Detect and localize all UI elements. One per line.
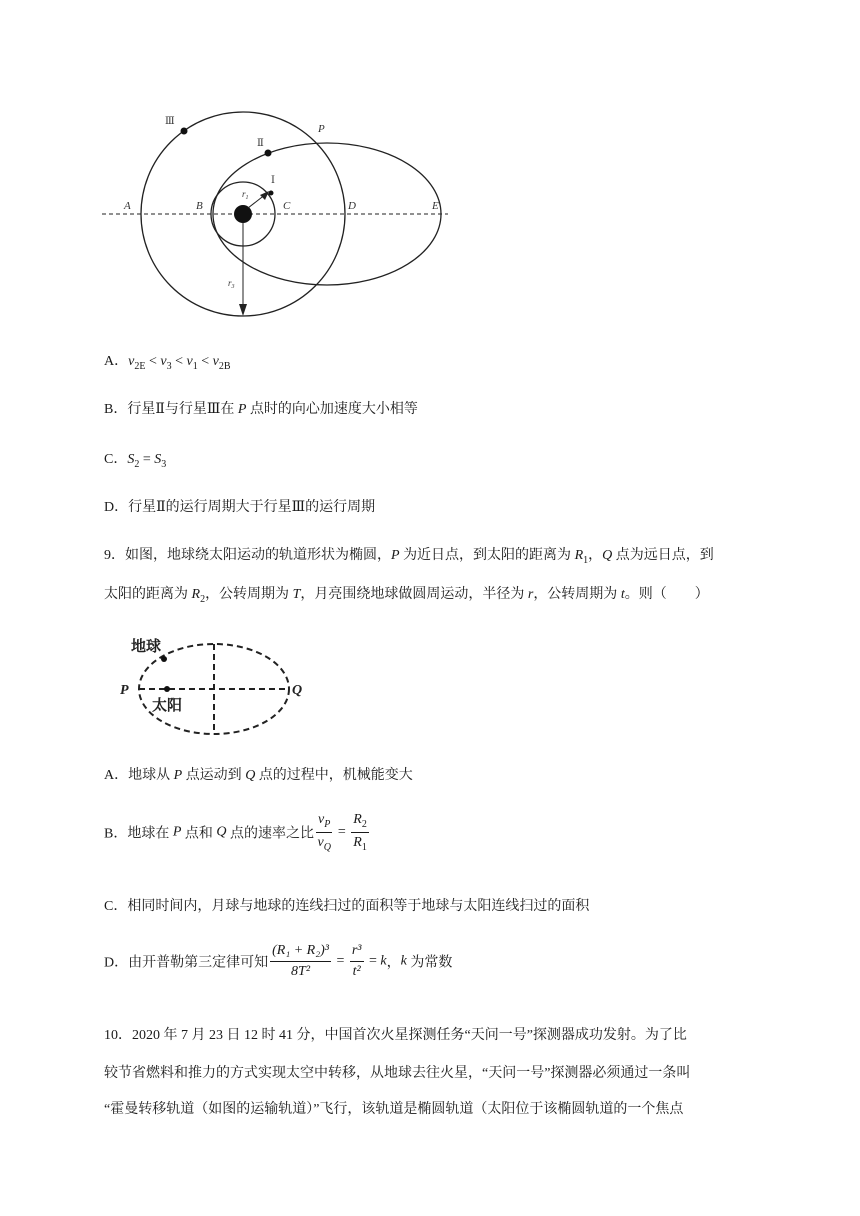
label-sun: 太阳 bbox=[152, 696, 183, 714]
sun-dot bbox=[234, 205, 252, 223]
label-orbit3: Ⅲ bbox=[165, 116, 175, 127]
label-E: E bbox=[432, 200, 439, 212]
kepler-fraction-left: $\frac{\text{(R₁ + R₂)³}}{\text{8T²}}$ bbox=[272, 943, 329, 979]
label-D: D bbox=[348, 200, 356, 212]
q9-option-a: A．地球从 P 点运动到 Q 点的过程中，机械能变大 bbox=[104, 768, 413, 783]
q10-line1: 10．2020 年 7 月 23 日 12 时 41 分，中国首次火星探测任务“天问一号”探测器成功发射。为了比 bbox=[104, 1028, 687, 1043]
label-r1: $r_1$ bbox=[242, 189, 249, 201]
sun-point bbox=[164, 686, 170, 692]
kepler-fraction-right: $\frac{\text{r³}}{\text{t²}}$ bbox=[351, 943, 362, 979]
q10-line2: 较节省燃料和推力的方式实现太空中转移，从地球去往火星，“天问一号”探测器必须通过一条叫 bbox=[104, 1066, 691, 1081]
planet-2-dot bbox=[265, 150, 272, 157]
orbit-diagram bbox=[95, 95, 460, 325]
planet-1-dot bbox=[269, 191, 274, 196]
q8-option-d: D．行星Ⅱ的运行周期大于行星Ⅲ的运行周期 bbox=[104, 500, 376, 515]
q9-stem-line1: 9．如图，地球绕太阳运动的轨道形状为椭圆，P 为近日点，到太阳的距离为 $R_1$，Q 点为远日点，到 bbox=[104, 548, 714, 566]
label-P: P bbox=[318, 123, 325, 135]
label-Q2: Q bbox=[292, 683, 303, 698]
q9-option-d: D．由开普勒第三定律可知 $\frac{\text{(R₁ + R₂)³}}{\text{8T²}}$ = $\frac{\text{r³}}{\text{t²}}$ = k，k 为常数 bbox=[104, 943, 453, 979]
label-A: A bbox=[124, 200, 131, 212]
radius-ratio: $\frac{R_2}{R_1}$ bbox=[353, 812, 367, 853]
q9-option-b: B．地球在 P 点和 Q 点的速率之比 $\frac{v_P}{v_Q}$ = $\frac{R_2}{R_1}$ bbox=[104, 812, 367, 853]
earth-point bbox=[161, 656, 167, 662]
label-P2: P bbox=[120, 683, 129, 698]
label-earth: 地球 bbox=[131, 637, 162, 655]
q8-option-c: C．$S_2 = S_3$ bbox=[104, 452, 167, 470]
label-orbit2: Ⅱ bbox=[257, 138, 264, 149]
q8-option-b: B．行星Ⅱ与行星Ⅲ在 P 点时的向心加速度大小相等 bbox=[104, 402, 418, 417]
label-C: C bbox=[283, 200, 291, 212]
label-orbit1: Ⅰ bbox=[271, 175, 275, 186]
label-B: B bbox=[196, 200, 203, 212]
q9-option-c: C．相同时间内，月球与地球的连线扫过的面积等于地球与太阳连线扫过的面积 bbox=[104, 899, 590, 914]
velocity-ratio: $\frac{v_P}{v_Q}$ bbox=[317, 812, 331, 853]
planet-3-dot bbox=[181, 128, 188, 135]
q8-option-a: A．$v_{2E} < v_3 < v_1 < v_{2B}$ bbox=[104, 354, 231, 372]
q10-line3: “霍曼转移轨道（如图的运输轨道）”飞行，该轨道是椭圆轨道（太阳位于该椭圆轨道的一个焦点 bbox=[104, 1102, 684, 1117]
earth-orbit-diagram bbox=[112, 628, 322, 740]
q9-stem-line2: 太阳的距离为 $R_2$，公转周期为 T，月亮围绕地球做圆周运动，半径为 r，公转周期为 t。则（ ） bbox=[104, 587, 709, 605]
label-r3: $r_3$ bbox=[228, 278, 235, 290]
